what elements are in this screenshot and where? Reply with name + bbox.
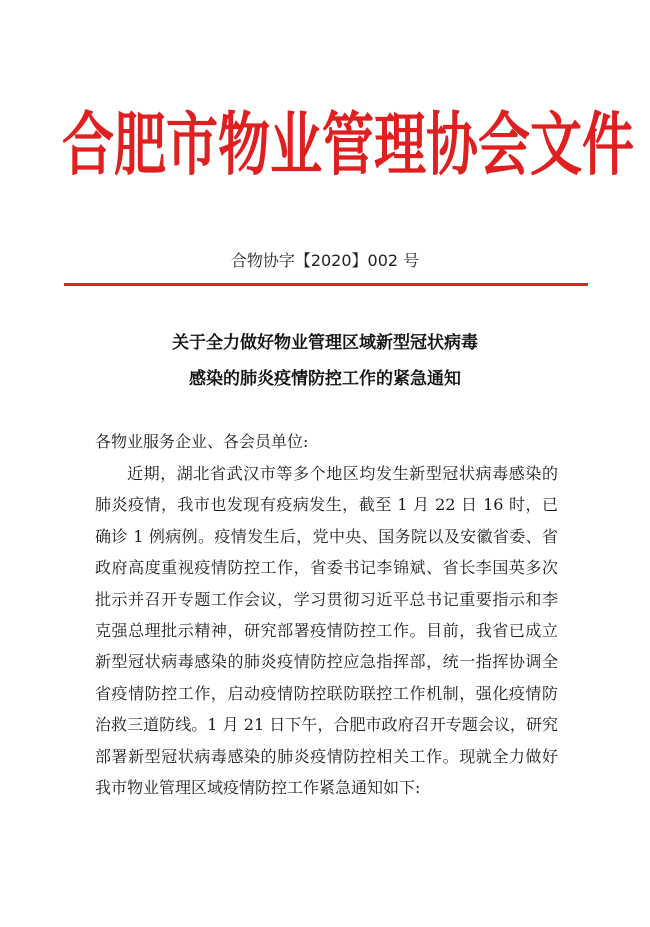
salutation: 各物业服务企业、各会员单位: (95, 432, 309, 451)
document-header-title: 合肥市物业管理协会文件 (62, 105, 635, 186)
red-divider-line (64, 283, 588, 286)
notice-title-line-2: 感染的肺炎疫情防控工作的紧急通知 (189, 369, 461, 389)
notice-title (0, 325, 650, 397)
document-number: 合物协字【2020】002 号 (230, 251, 420, 270)
notice-title-line-1: 关于全力做好物业管理区域新型冠状病毒 (172, 333, 478, 353)
body-paragraph: 近期，湖北省武汉市等多个地区均发生新型冠状病毒感染的肺炎疫情，我市也发现有疫病发生，截至 1 月 22 日 16 时，已确诊 1 例病例。疫情发生后，党中央、国务院以及安徽省委、省政府高度重视疫情防控工作，省委书记李锦斌、省长李国英多次批示并召开专题工作会议，学习贯彻习近平总书记重要指示和李克强总理批示精神，研究部署疫情防控工作。目前，我省已成立新型冠状病毒感染的肺炎疫情防控应急指挥部，统一指挥协调全省疫情防控工作，启动疫情防控联防联控工作机制，强化疫情防治救三道防线。1 月 21 日下午，合肥市政府召开专题会议，研究部署新型冠状病毒感染的肺炎疫情防控相关工作。现就全力做好我市物业管理区域疫情防控工作紧急通知如下: (95, 464, 558, 798)
